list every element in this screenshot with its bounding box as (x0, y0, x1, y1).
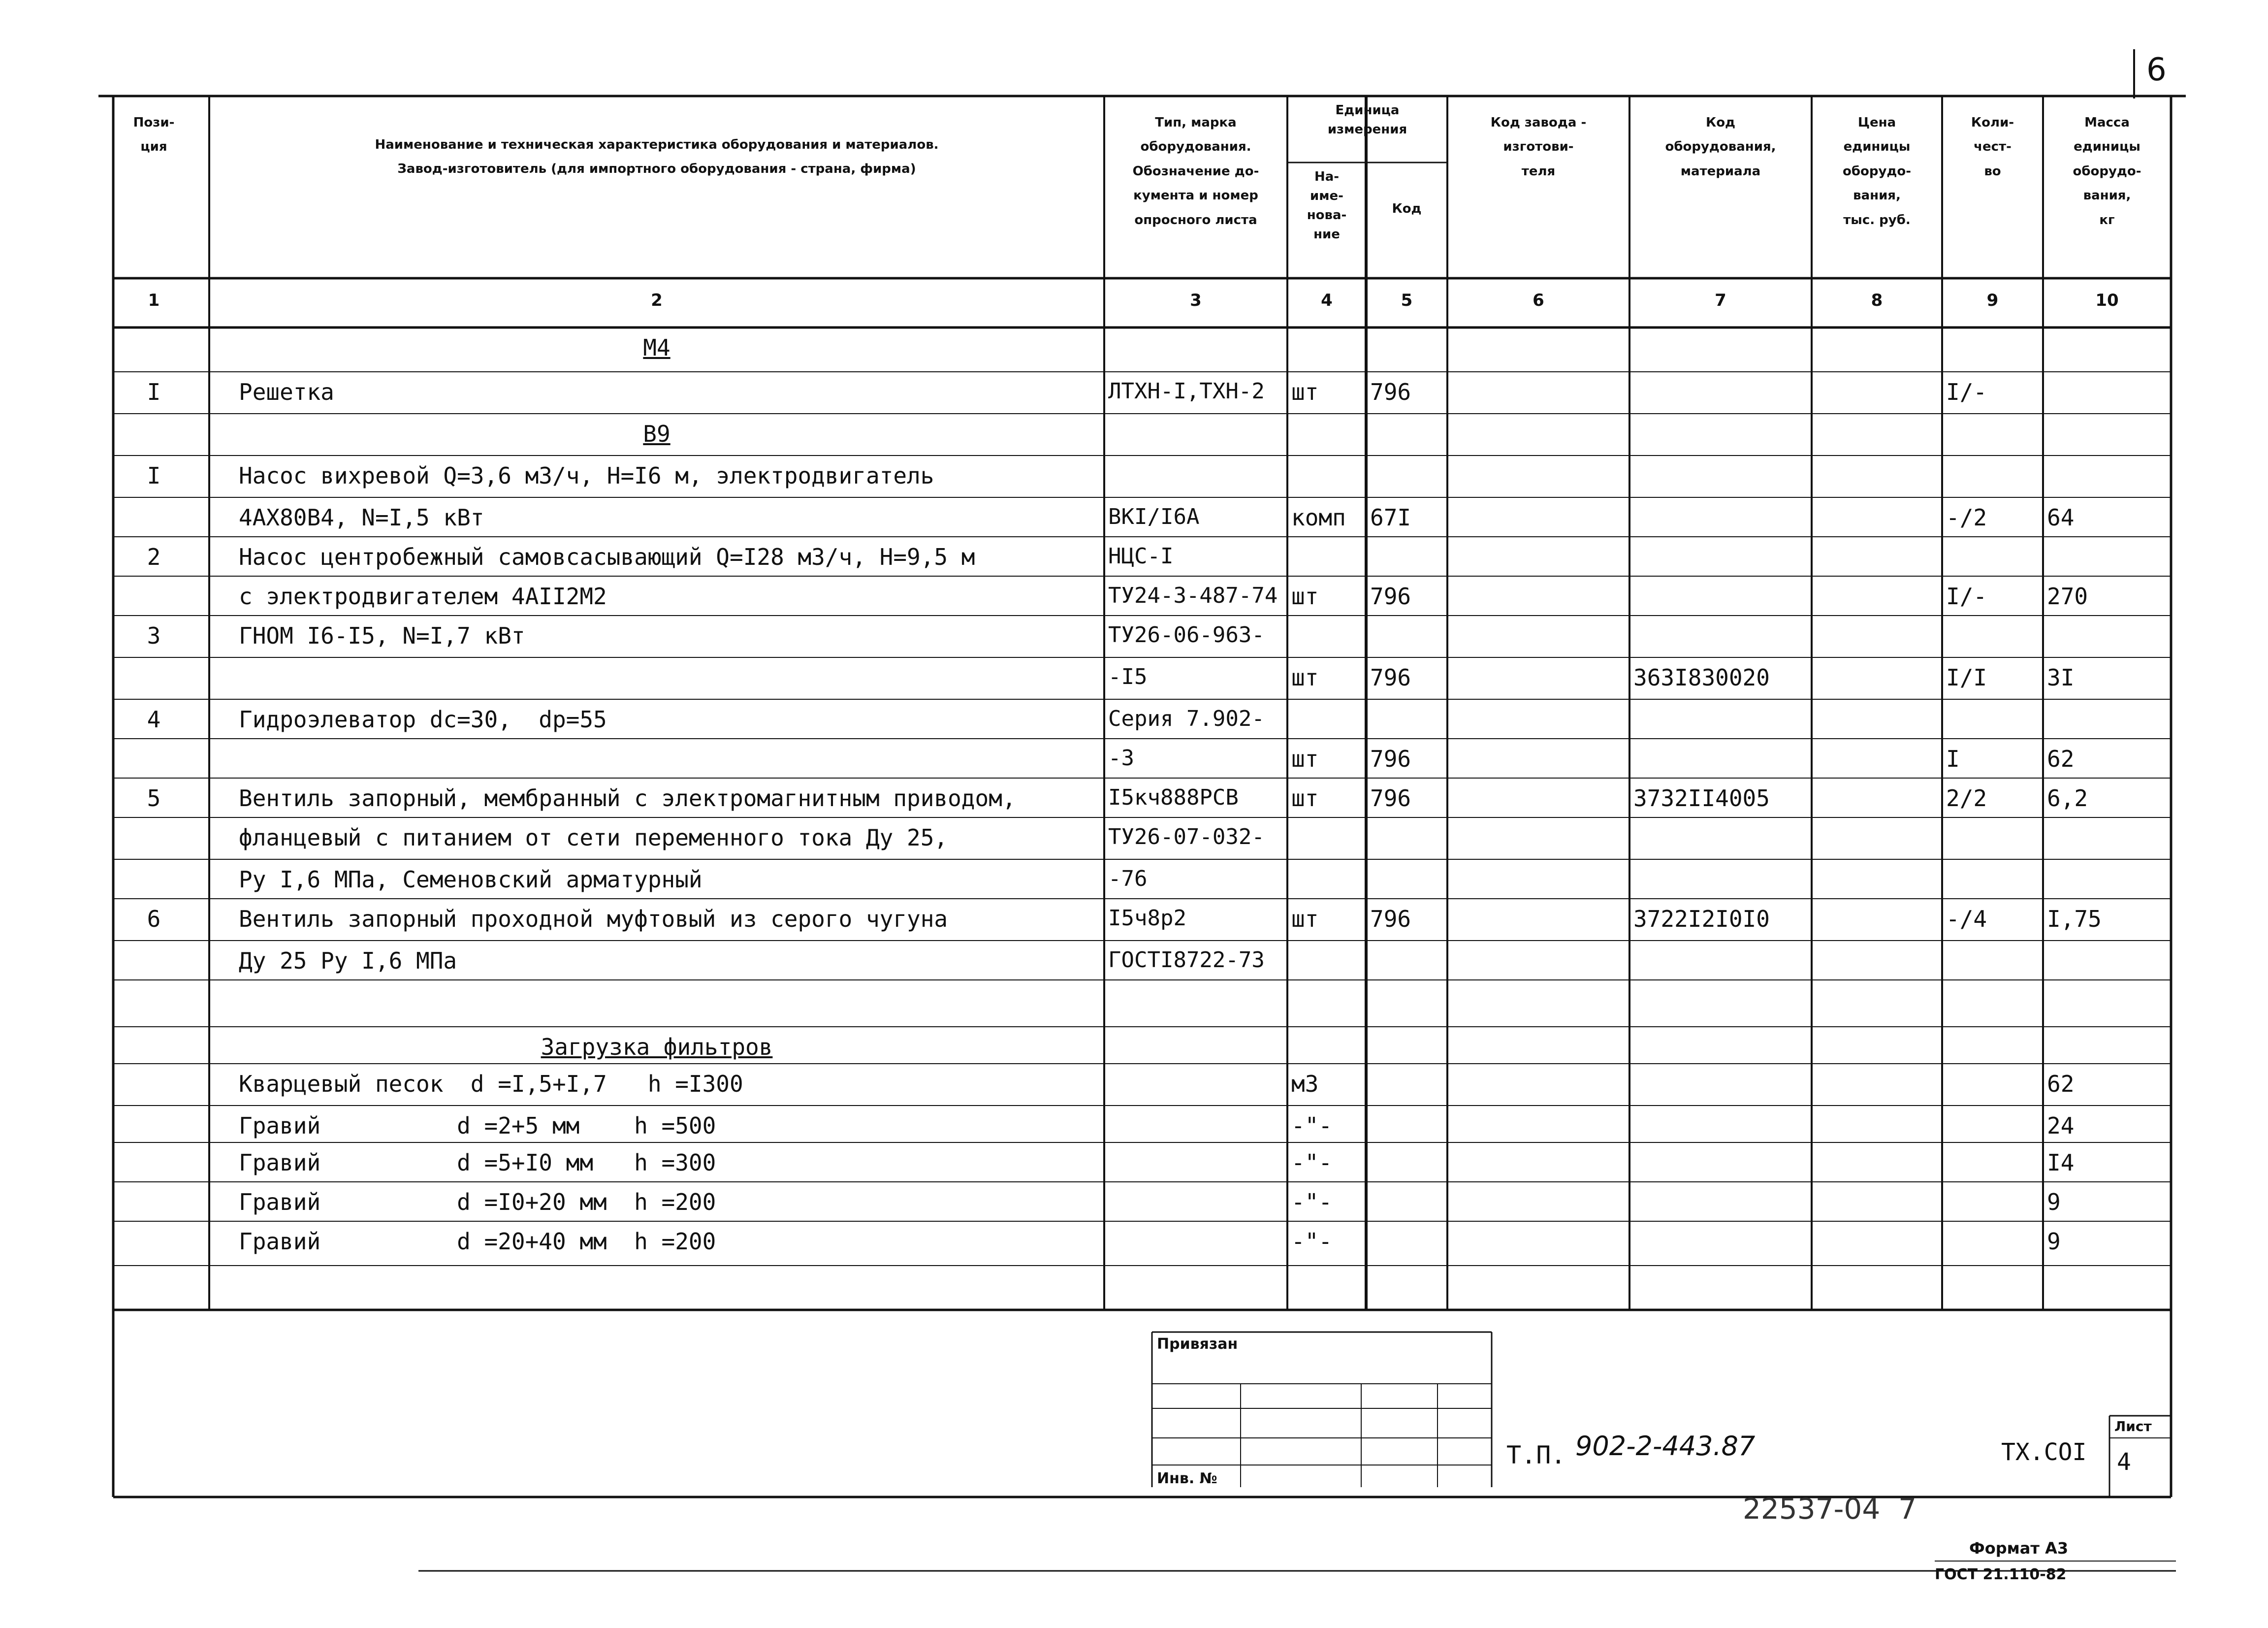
row-pos: 2 (147, 544, 161, 570)
col-num-9: 9 (1986, 291, 1999, 310)
page-number: 6 (2146, 52, 2167, 88)
row-c10: 64 (2047, 504, 2075, 531)
stamp-tp-number: 902-2-443.87 (1575, 1431, 1756, 1462)
row-c9: -/2 (1946, 504, 1987, 531)
stamp-inv: Инв. № (1157, 1470, 1217, 1487)
row-name: Вентиль запорный, мембранный с электромагнитным приводом, (239, 785, 1016, 812)
header-2: Наименование и техническая характеристика оборудования и материалов. Завод-изготовитель (для импортного оборудования - страна, фирма) (375, 137, 939, 177)
row-c10: 62 (2047, 1071, 2075, 1097)
row-c4: -"- (1291, 1228, 1333, 1255)
row-c7: 3722I2I0I0 (1633, 906, 1770, 932)
row-c4: -"- (1291, 1112, 1333, 1139)
row-c9: I/- (1946, 583, 1987, 610)
row-c4: -"- (1291, 1149, 1333, 1176)
row-name: Решетка (239, 379, 334, 405)
row-pos: I (147, 462, 161, 489)
row-c4: шт (1291, 379, 1319, 405)
row-c10: 9 (2047, 1189, 2061, 1215)
row-c4: шт (1291, 583, 1319, 610)
handwritten-number: 22537-04 7 (1743, 1492, 1917, 1526)
row-c4: шт (1291, 785, 1319, 812)
row-name: Вентиль запорный проходной муфтовый из серого чугуна (239, 906, 948, 932)
row-pos: 3 (147, 622, 161, 649)
header-10: Масса единицы оборудо- вания, кг (2073, 115, 2141, 228)
header-1: Пози- ция (133, 115, 175, 155)
row-c3: ГОСТI8722-73 (1108, 947, 1265, 973)
row-name: фланцевый с питанием от сети переменного тока Ду 25, (239, 824, 948, 851)
col-num-1: 1 (148, 291, 160, 310)
row-c5: 67I (1370, 504, 1411, 531)
row-c3: ТУ24-3-487-74 (1108, 583, 1278, 608)
stamp-tp: Т.П. (1506, 1441, 1566, 1469)
row-c3: Серия 7.902- (1108, 706, 1265, 731)
row-name: Гравий d =2+5 мм h =500 (239, 1112, 716, 1139)
row-name: 4АХ80В4, N=I,5 кВт (239, 504, 484, 531)
header-3: Тип, марка оборудования. Обозначение до- кумента и номер опросного листа (1132, 115, 1259, 228)
row-c4: м3 (1291, 1071, 1319, 1097)
row-section-title: Загрузка фильтров (541, 1034, 773, 1060)
row-c3: ТУ26-06-963- (1108, 622, 1265, 648)
row-c10: 24 (2047, 1112, 2075, 1139)
row-c4: шт (1291, 664, 1319, 691)
row-c4: шт (1291, 746, 1319, 772)
header-7: Код оборудования, материала (1665, 115, 1776, 179)
row-c3: -I5 (1108, 664, 1148, 689)
row-c3: НЦС-I (1108, 544, 1174, 569)
row-c10: 6,2 (2047, 785, 2088, 812)
row-c10: I4 (2047, 1149, 2075, 1176)
row-c10: I,75 (2047, 906, 2102, 932)
format-label: Формат А3 (1969, 1539, 2069, 1558)
header-5: Код (1392, 201, 1422, 216)
row-c10: 9 (2047, 1228, 2061, 1255)
row-name: Кварцевый песок d =I,5+I,7 h =I300 (239, 1071, 743, 1097)
gost-label: ГОСТ 21.110-82 (1935, 1566, 2067, 1583)
row-c5: 796 (1370, 906, 1411, 932)
row-section-title: В9 (643, 421, 671, 447)
col-num-6: 6 (1533, 291, 1544, 310)
row-pos: 5 (147, 785, 161, 812)
col-num-3: 3 (1190, 291, 1202, 310)
row-c3: ВКI/I6А (1108, 504, 1200, 529)
stamp-list-label: Лист (2114, 1418, 2152, 1434)
row-c7: 3732II4005 (1633, 785, 1770, 812)
col-num-8: 8 (1871, 291, 1883, 310)
row-c3: -76 (1108, 866, 1148, 891)
row-c5: 796 (1370, 379, 1411, 405)
row-c10: 3I (2047, 664, 2075, 691)
row-name: с электродвигателем 4АII2М2 (239, 583, 607, 610)
row-c3: I5ч8р2 (1108, 906, 1186, 931)
row-pos: I (147, 379, 161, 405)
row-c7: 363I830020 (1633, 664, 1770, 691)
row-c9: I/- (1946, 379, 1987, 405)
row-c9: 2/2 (1946, 785, 1987, 812)
col-num-5: 5 (1401, 291, 1413, 310)
col-num-2: 2 (651, 291, 663, 310)
row-c3: -3 (1108, 746, 1134, 771)
row-name: Гравий d =I0+20 мм h =200 (239, 1189, 716, 1215)
stamp-privyazan: Привязан (1157, 1335, 1238, 1353)
row-c4: шт (1291, 906, 1319, 932)
row-name: Гравий d =5+I0 мм h =300 (239, 1149, 716, 1176)
row-name: Гравий d =20+40 мм h =200 (239, 1228, 716, 1255)
row-c5: 796 (1370, 785, 1411, 812)
header-unit-group: Единица измерения (1327, 103, 1407, 137)
row-c9: I (1946, 746, 1960, 772)
row-c4: -"- (1291, 1189, 1333, 1215)
row-c3: I5кч888РСВ (1108, 785, 1239, 810)
header-4: На- име- нова- ние (1307, 169, 1347, 242)
header-6: Код завода - изготови- теля (1490, 115, 1587, 179)
row-c9: I/I (1946, 664, 1987, 691)
row-c9: -/4 (1946, 906, 1987, 932)
row-c5: 796 (1370, 664, 1411, 691)
header-8: Цена единицы оборудо- вания, тыс. руб. (1842, 115, 1912, 228)
row-c5: 796 (1370, 746, 1411, 772)
row-name: Ру I,6 МПа, Семеновский арматурный (239, 866, 703, 893)
row-c5: 796 (1370, 583, 1411, 610)
row-c3: ТУ26-07-032- (1108, 824, 1265, 849)
stamp-list-number: 4 (2117, 1448, 2131, 1476)
row-c10: 270 (2047, 583, 2088, 610)
header-9: Коли- чест- во (1971, 115, 2014, 179)
row-name: ГНОМ I6-I5, N=I,7 кВт (239, 622, 525, 649)
row-name: Насос центробежный самовсасывающий Q=I28 м3/ч, Н=9,5 м (239, 544, 975, 570)
row-c4: комп (1291, 504, 1346, 531)
row-name: Насос вихревой Q=3,6 м3/ч, Н=I6 м, электродвигатель (239, 462, 934, 489)
row-pos: 6 (147, 906, 161, 932)
col-num-4: 4 (1321, 291, 1333, 310)
row-name: Гидроэлеватор dc=30, dp=55 (239, 706, 607, 733)
row-section-title: М4 (643, 334, 671, 361)
row-c3: ЛТХН-I,ТХН-2 (1108, 379, 1265, 404)
row-pos: 4 (147, 706, 161, 733)
row-name: Ду 25 Ру I,6 МПа (239, 947, 457, 974)
stamp-sheet-code: ТХ.COI (2001, 1438, 2087, 1466)
col-num-10: 10 (2095, 291, 2119, 310)
col-num-7: 7 (1715, 291, 1726, 310)
row-c10: 62 (2047, 746, 2075, 772)
